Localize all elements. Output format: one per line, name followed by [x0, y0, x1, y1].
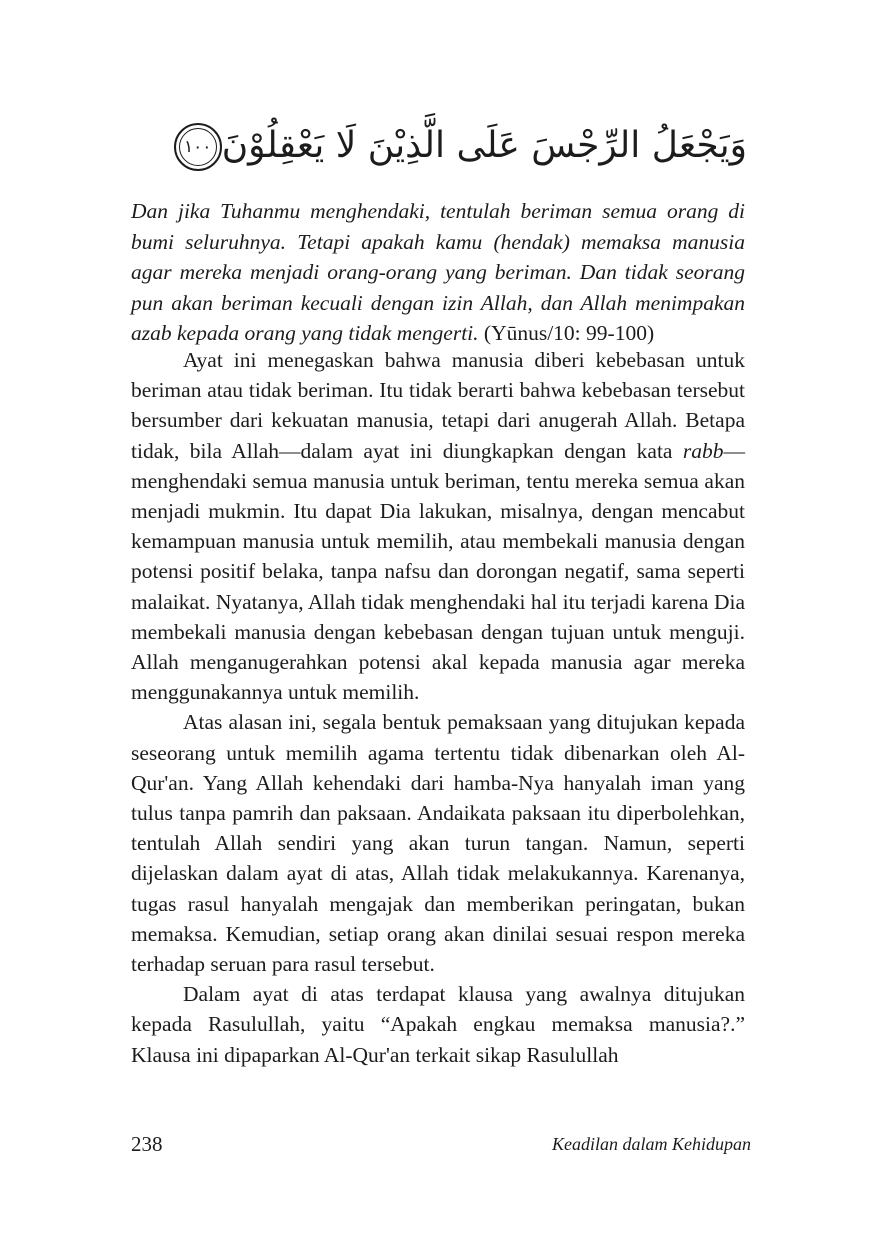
paragraph-1-emphasis: rabb — [682, 438, 724, 463]
verse-reference: (Yūnus/10: 99-100) — [483, 321, 655, 345]
translation-text: Dan jika Tuhanmu menghendaki, tentulah beriman semua orang di bumi seluruhnya. Tetapi apakah kamu (hendak) memaksa manusia agar mereka menjadi orang-orang yang beriman. Dan tidak seorang pun akan beriman kecuali dengan izin Allah, dan Allah menimpakan azab kepada orang yang tidak mengerti. — [131, 199, 745, 345]
paragraph-1 — [131, 345, 745, 707]
paragraph-1-part-b: —menghendaki semua manusia untuk beriman, tentu mereka semua akan menjadi mukmin. Itu dapat Dia lakukan, misalnya, dengan mencabut kemampuan manusia untuk memilih, atau membekali manusia dengan potensi positif belaka, tanpa nafsu dan dorongan negatif, sama seperti malaikat. Nyatanya, Allah tidak menghendaki hal itu terjadi karena Dia membekali manusia dengan kebebasan dengan tujuan untuk menguji. Allah menganugerahkan potensi akal kepada manusia agar mereka menggunakannya untuk memilih. — [131, 438, 745, 705]
paragraph-2: Atas alasan ini, segala bentuk pemaksaan yang ditujukan kepada seseorang untuk memilih agama tertentu tidak dibenarkan oleh Al-Qur'an. Yang Allah kehendaki dari hamba-Nya hanyalah iman yang tulus tanpa pamrih dan paksaan. Andaikata paksaan itu diperbolehkan, tentulah Allah sendiri yang akan turun tangan. Namun, seperti dijelaskan dalam ayat di atas, Allah tidak melakukannya. Karenanya, tugas rasul hanyalah mengajak dan memberikan peringatan, bukan memaksa. Kemudian, setiap orang akan dinilai sesuai respon mereka terhadap seruan para rasul tersebut. — [131, 710, 745, 977]
arabic-verse-text: وَيَجْعَلُ الرِّجْسَ عَلَى الَّذِيْنَ لَا يَعْقِلُوْنَ — [221, 125, 747, 166]
ayah-number-marker: ١٠٠ — [174, 123, 222, 171]
body-text — [131, 345, 745, 1070]
paragraph-1-part-a: Ayat ini menegaskan bahwa manusia diberi kebebasan untuk beriman atau tidak beriman. Itu tidak berarti bahwa kebebasan tersebut bersumber dari kekuatan manusia, tetapi dari anugerah Allah. Betapa tidak, bila Allah—dalam ayat ini diungkapkan dengan kata — [131, 348, 745, 463]
page-number: 238 — [131, 1132, 163, 1156]
arabic-verse — [147, 118, 747, 174]
verse-translation — [131, 196, 745, 349]
running-footer-title: Keadilan dalam Kehidupan — [552, 1134, 751, 1154]
paragraph-3: Dalam ayat di atas terdapat klausa yang awalnya ditujukan kepada Rasulullah, yaitu “Apakah engkau memaksa manusia?.” Klausa ini dipaparkan Al-Qur'an terkait sikap Rasulullah — [131, 982, 745, 1067]
